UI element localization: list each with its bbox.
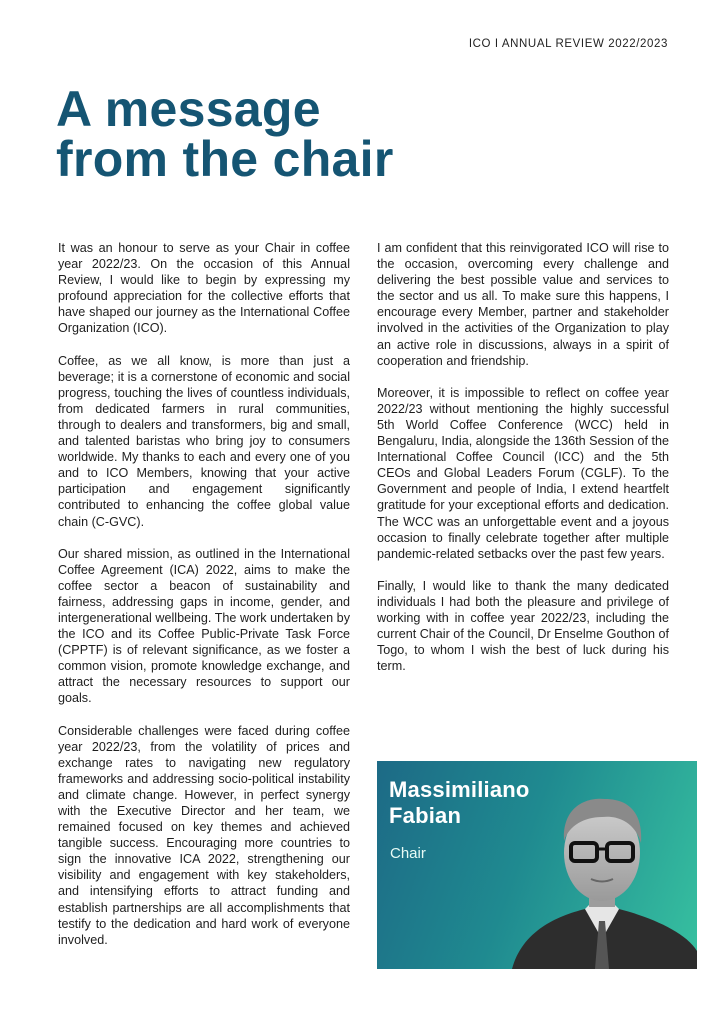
page-title-line-2: from the chair	[56, 131, 394, 187]
paragraph: I am confident that this reinvigorated ICO will rise to the occasion, overcoming every challenge and delivering the best possible value and services to the sector and us all. To make sure this happens, I encourage every Member, partner and stakeholder involved in the activities of the Organization to play an active role in discussions, always in a spirit of cooperation and friendship.	[377, 241, 669, 368]
right-column	[377, 240, 669, 690]
left-column	[58, 240, 350, 964]
paragraph: Moreover, it is impossible to reflect on coffee year 2022/23 without mentioning the highly successful 5th World Coffee Conference (WCC) held in Bengaluru, India, alongside the 136th Session of the International Coffee Council (ICC) and the 5th CEOs and Global Leaders Forum (CGLF). To the Government and people of India, I extend heartfelt gratitude for your exceptional efforts and dedication. The WCC was an unforgettable event and a joyous occasion to finally celebrate together after multiple pandemic-related setbacks over the past few years.	[377, 385, 669, 561]
paragraph: Coffee, as we all know, is more than just a beverage; it is a cornerstone of economic and social progress, touching the lives of countless individuals, from dedicated farmers in rural communities, through to dealers and transformers, big and small, and talented baristas who bring joy to consumers worldwide. My thanks to each and every one of you and to ICO Members, knowing that your active participation and engagement significantly contributed to enhancing the coffee global value chain (C-GVC).	[58, 353, 350, 529]
paragraph: Considerable challenges were faced during coffee year 2022/23, from the volatility of prices and exchange rates to navigating new regulatory frameworks and addressing socio-political instability and climate change. However, in perfect synergy with the Executive Director and her team, we remained focused on key themes and achieved tangible success. Encouraging more countries to sign the innovative ICA 2022, strengthening our visibility and engagement with key stakeholders, and intensifying efforts to attract funding and establish partnerships are all accomplishments that testify to the dedication and hard work of everyone involved.	[58, 723, 350, 947]
paragraph: Our shared mission, as outlined in the International Coffee Agreement (ICA) 2022, aims to make the coffee sector a beacon of sustainability and fairness, addressing gaps in income, gender, and intergenerational wellbeing. The work undertaken by the ICO and its Coffee Public-Private Task Force (CPPTF) is of relevant significance, as we foster a common vision, promote knowledge exchange, and attract the necessary resources to support our goals.	[58, 546, 350, 706]
paragraph: Finally, I would like to thank the many dedicated individuals I had both the pleasure and privilege of working with in coffee year 2022/23, including the current Chair of the Council, Dr Enselme Gouthon of Togo, to whom I wish the best of luck during his term.	[377, 578, 669, 674]
chair-role: Chair	[390, 845, 426, 862]
chair-portrait	[507, 761, 697, 969]
chair-last-name: Fabian	[389, 803, 462, 828]
chair-card	[377, 761, 697, 969]
chair-first-name: Massimiliano	[389, 777, 530, 802]
paragraph: It was an honour to serve as your Chair in coffee year 2022/23. On the occasion of this Annual Review, I would like to begin by expressing my profound appreciation for the collective efforts that have shaped our journey as the International Coffee Organization (ICO).	[58, 241, 350, 336]
header-label: ICO I ANNUAL REVIEW 2022/2023	[468, 38, 668, 50]
page-title	[56, 81, 676, 187]
page-title-line-1: A message	[56, 81, 321, 137]
